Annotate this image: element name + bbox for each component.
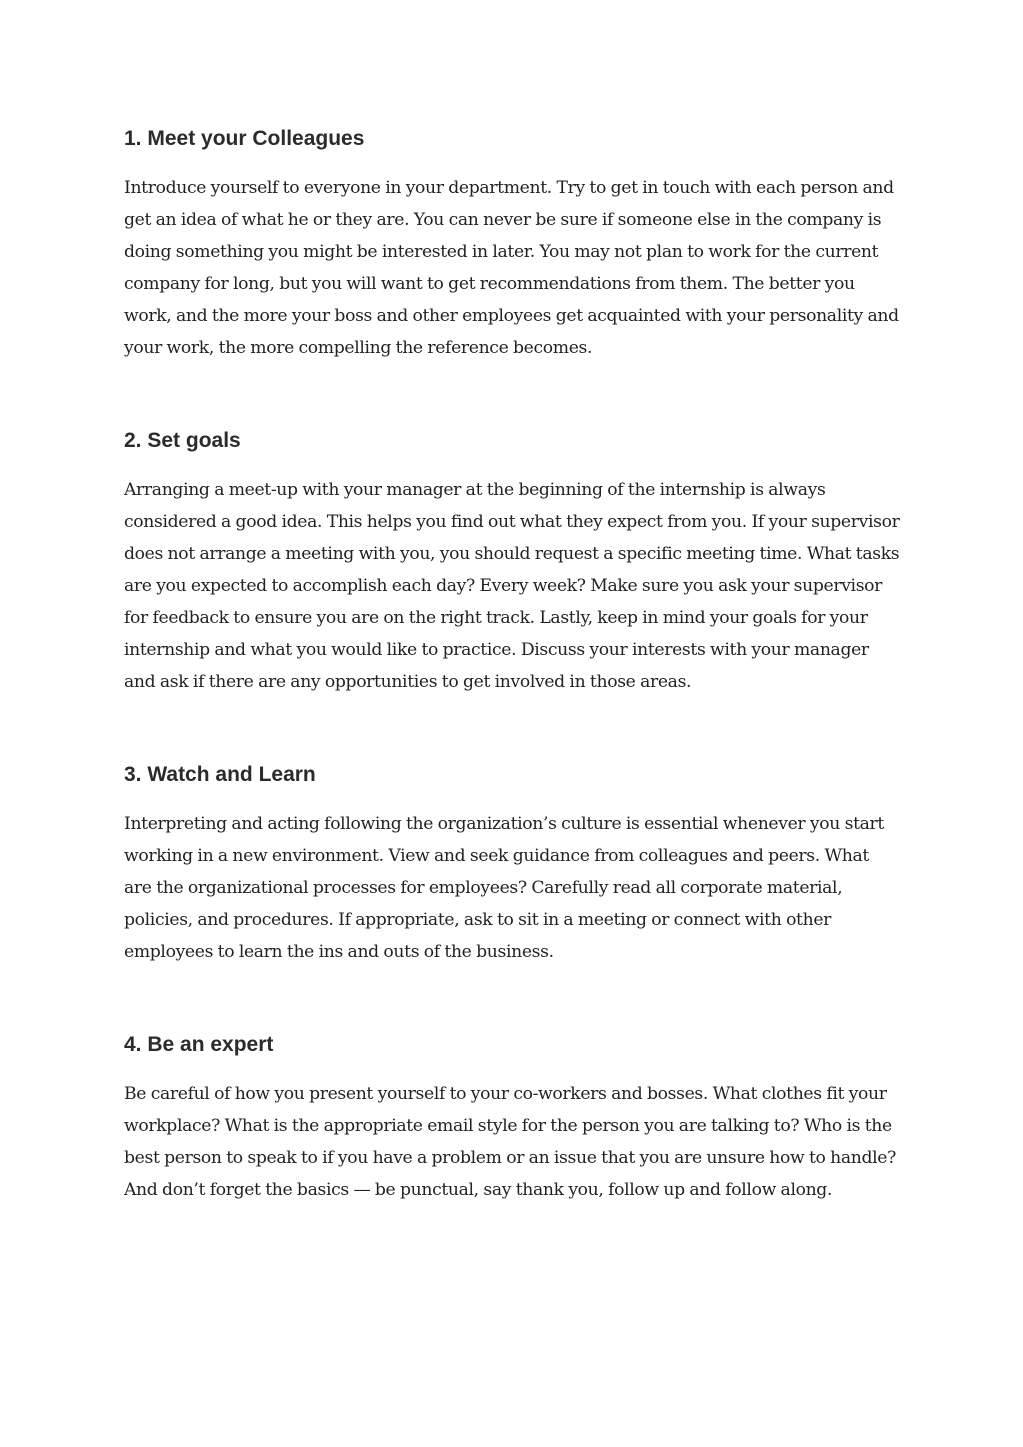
section-paragraph: Introduce yourself to everyone in your department. Try to get in touch with each person and get an idea of what he or they are. You can never be sure if someone else in the company is doing something you might be interested in later. You may not plan to work for the current company for long, but you will want to get recommendations from them. The better you work, and the more your boss and other employees get acquainted with your personality and your work, the more compelling the reference becomes. [124,178,899,358]
section-set-goals [124,424,900,698]
section-heading: 1. Meet your Colleagues [124,127,365,150]
section-paragraph: Arranging a meet-up with your manager at the beginning of the internship is always considered a good idea. This helps you find out what they expect from you. If your supervisor does not arrange a meeting with you, you should request a specific meeting time. What tasks are you expected to accomplish each day? Every week? Make sure you ask your supervisor for feedback to ensure you are on the right track. Lastly, keep in mind your goals for your internship and what you would like to practice. Discuss your interests with your manager and ask if there are any opportunities to get involved in those areas. [124,480,900,692]
section-heading: 2. Set goals [124,429,241,452]
section-paragraph: Be careful of how you present yourself to your co-workers and bosses. What clothes fit your workplace? What is the appropriate email style for the person you are talking to? Who is the best person to speak to if you have a problem or an issue that you are unsure how to handle? And don’t forget the basics — be punctual, say thank you, follow up and follow along. [124,1084,896,1200]
section-heading: 4. Be an expert [124,1033,274,1056]
section-heading: 3. Watch and Learn [124,763,316,786]
section-watch-and-learn [124,758,900,968]
section-meet-colleagues [124,122,900,364]
section-be-an-expert [124,1028,900,1206]
section-paragraph: Interpreting and acting following the organization’s culture is essential whenever you start working in a new environment. View and seek guidance from colleagues and peers. What are the organizational processes for employees? Carefully read all corporate material, policies, and procedures. If appropriate, ask to sit in a meeting or connect with other employees to learn the ins and outs of the business. [124,814,884,962]
